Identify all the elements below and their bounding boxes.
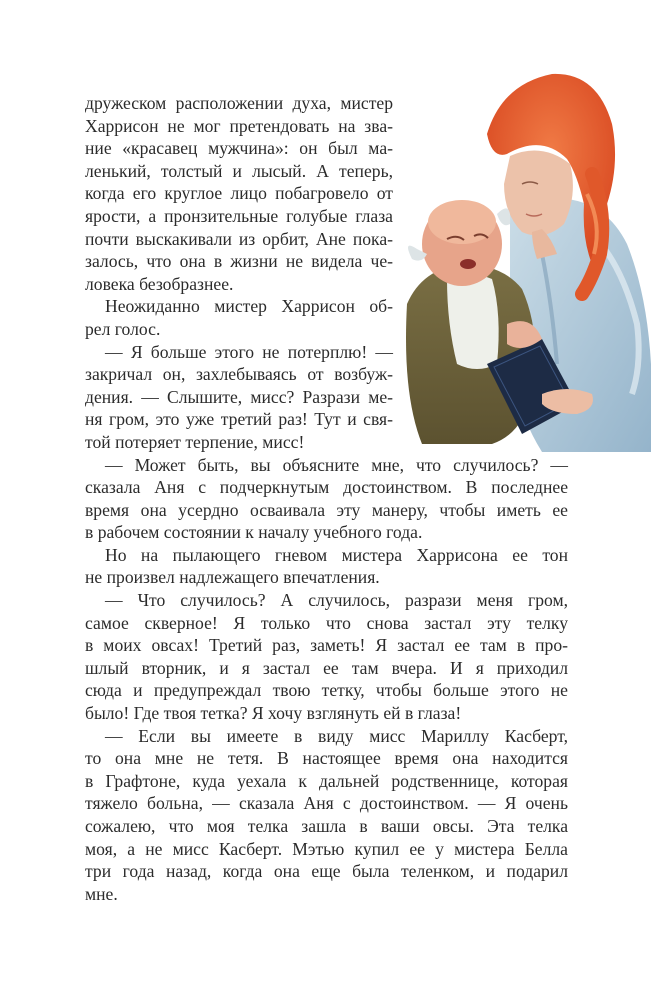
text-line: Неожиданно мистер Харрисон об- (105, 296, 393, 317)
text-line: не произвел надлежащего впечатления. (85, 567, 380, 588)
text-line: когда его круглое лицо побагровело от (85, 183, 393, 204)
text-line: в Графтоне, куда уехала к дальней родственнице, которая (85, 770, 568, 791)
text-line: ярости, а пронзительные голубые глаза (85, 205, 393, 226)
text-line: — Я больше этого не потерплю! — (105, 341, 393, 362)
text-line: тяжело больна, — сказала Аня с достоинством. — Я очень (85, 793, 568, 814)
text-line: той потеряет терпение, мисс! (85, 431, 305, 452)
text-line: сказала Аня с подчеркнутым достоинством. В последнее (85, 477, 568, 498)
text-line: ловека безобразнее. (85, 273, 234, 294)
text-line: три года назад, когда она еще была теленком, и подарил (85, 861, 568, 882)
text-line: дружеском расположении духа, мистер (85, 93, 393, 113)
text-line: было! Где твоя тетка? Я хочу взглянуть ей в глаза! (85, 703, 462, 724)
text-line: сюда и предупреждал твою тетку, чтобы больше этого не (85, 680, 568, 701)
text-line: время она усердно осваивала эту манеру, чтобы иметь ее (85, 499, 568, 520)
text-line: — Если вы имеете в виду мисс Мариллу Касберт, (105, 725, 568, 746)
text-line: мне. (85, 883, 118, 904)
text-line: закричал он, захлебываясь от возбуж- (85, 364, 393, 385)
text-line: дения. — Слышите, мисс? Разрази ме- (85, 386, 393, 407)
text-line: залось, что она в жизни не видела че- (85, 251, 393, 272)
illustration-anne-and-mr-harrison (392, 64, 651, 452)
text-line: — Что случилось? А случилось, разрази меня гром, (105, 590, 568, 611)
text-line: шлый вторник, и я застал ее там вчера. И я приходил (85, 657, 568, 678)
text-line: сожалею, что моя телка зашла в ваши овсы. Эта телка (85, 816, 568, 836)
illustration-image (392, 64, 651, 452)
text-line: Но на пылающего гневом мистера Харрисона ее тон (105, 544, 568, 565)
text-line: самое скверное! Я только что снова застал эту телку (85, 612, 568, 633)
text-line: ние «красавец мужчина»: он был ма- (85, 138, 393, 159)
text-line: почти выскакивали из орбит, Ане пока- (85, 228, 393, 249)
text-line: в моих овсах! Третий раз, заметь! Я застал ее там в про- (85, 635, 568, 656)
text-line: ленький, толстый и лысый. А теперь, (85, 160, 393, 181)
text-line: моя, а не мисс Касберт. Мэтью купил ее у мистера Белла (85, 838, 568, 859)
text-line: — Может быть, вы объясните мне, что случилось? — (105, 454, 568, 475)
text-line: ня гром, это уже третий раз! Тут и свя- (85, 409, 393, 430)
text-line: Харрисон не мог претендовать на зва- (85, 115, 393, 136)
text-line: рел голос. (85, 318, 161, 339)
text-line: в рабочем состоянии к началу учебного года. (85, 522, 423, 543)
text-line: то она мне не тетя. В настоящее время она находится (85, 748, 568, 769)
